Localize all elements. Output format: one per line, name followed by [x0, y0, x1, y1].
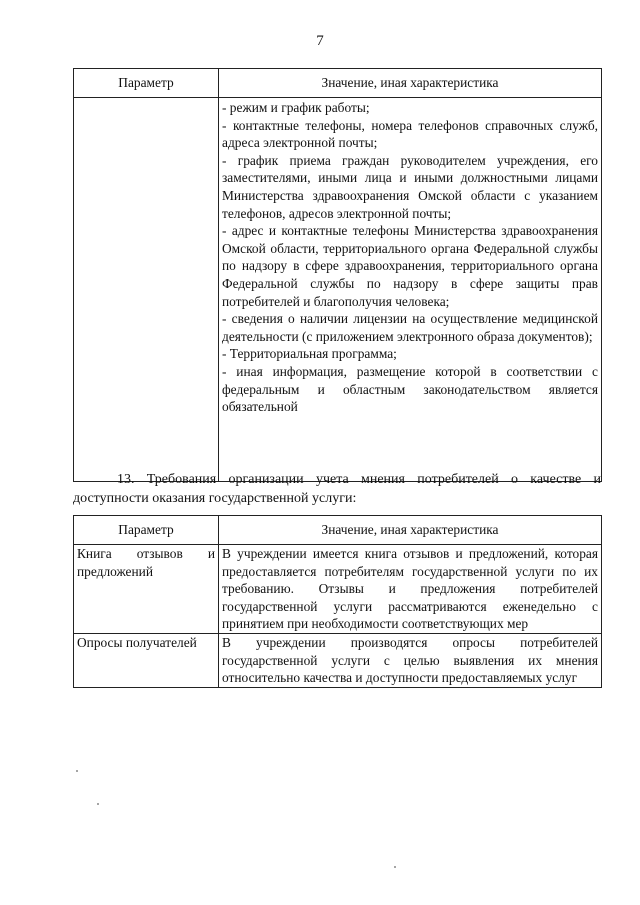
scan-speck — [97, 803, 99, 805]
list-item: - график приема граждан руководителем учреждения, его заместителями, иными лица и иными должностными лицами Министерства здравоохранения Омской области с указанием телефонов, адресов электронной почты; — [222, 152, 598, 221]
table-header-row — [74, 69, 602, 98]
section-13-paragraph: 13. Требования организации учета мнения потребителей о качестве и доступности оказания государственной услуги: — [73, 472, 601, 506]
param-cell — [74, 98, 219, 482]
value-cell: В учреждении имеется книга отзывов и предложений, которая предоставляется потребителям государственной услуги по их требованию. Отзывы и предложения потребителей государственной услуги рассматриваются еженедельно с принятием при необходимости соответствующих мер — [219, 545, 602, 634]
table-row — [74, 98, 602, 482]
info-table — [73, 68, 602, 482]
header-value: Значение, иная характеристика — [219, 69, 602, 98]
table-header-row — [74, 516, 602, 545]
feedback-table — [73, 515, 602, 688]
list-item: - сведения о наличии лицензии на осуществление медицинской деятельности (с приложением электронного образа документов); — [222, 311, 598, 344]
list-item: - Территориальная программа; — [222, 346, 397, 362]
scan-speck — [76, 770, 78, 772]
list-item: - иная информация, размещение которой в соответствии с федеральным и областным законодательством является обязательной — [222, 363, 598, 415]
param-cell: Опросы получателей — [74, 633, 219, 687]
value-cell: В учреждении производятся опросы потребителей государственной услуги с целью выявления их мнения относительно качества и доступности предоставляемых услуг — [219, 633, 602, 687]
list-item: - контактные телефоны, номера телефонов справочных служб, адреса электронной почты; — [222, 117, 598, 151]
header-param: Параметр — [74, 69, 219, 98]
table-row — [74, 633, 602, 687]
param-cell: Книга отзывов и предложений — [74, 545, 219, 634]
header-value: Значение, иная характеристика — [219, 516, 602, 545]
page-number: 7 — [316, 33, 324, 49]
header-param: Параметр — [74, 516, 219, 545]
list-item: - адрес и контактные телефоны Министерства здравоохранения Омской области, территориального органа Федеральной службы по надзору в сфере здравоохранения, территориального органа Федеральной службы по надзору в сфере защиты прав потребителей и благополучия человека; — [222, 223, 598, 309]
scan-speck — [394, 866, 396, 868]
table-row — [74, 545, 602, 634]
value-cell — [219, 98, 602, 482]
list-item: - режим и график работы; — [222, 100, 370, 115]
